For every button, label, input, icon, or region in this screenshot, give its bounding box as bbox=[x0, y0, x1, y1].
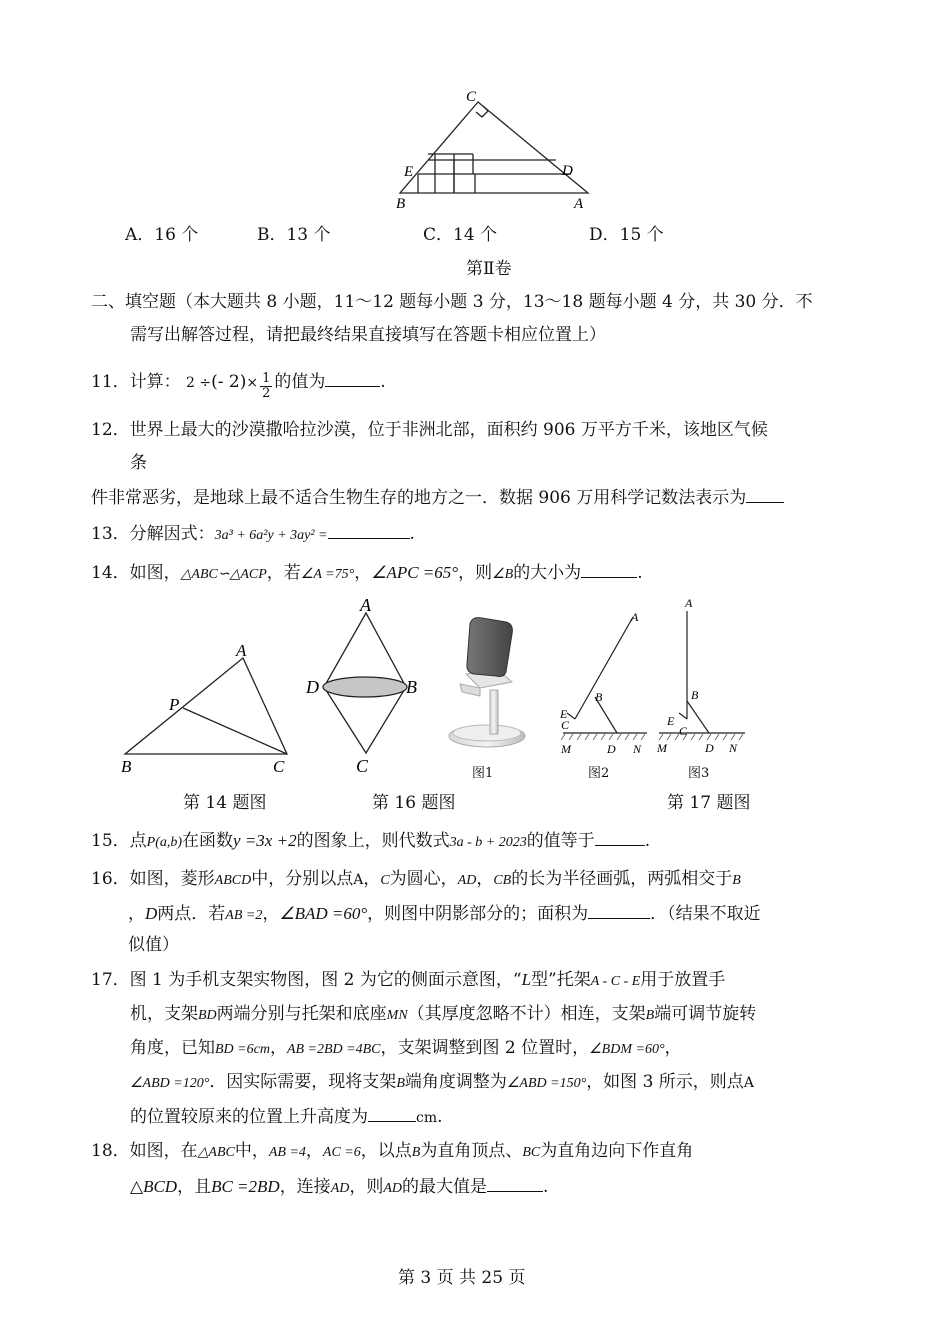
fig17-2-label-n: N bbox=[633, 742, 642, 755]
fig16-label-a: A bbox=[360, 595, 371, 615]
option-b: B．13 个 bbox=[257, 225, 331, 245]
fig17-3-label-m: M bbox=[657, 741, 667, 755]
figure-16 bbox=[300, 595, 430, 780]
option-d: D．15 个 bbox=[589, 225, 664, 245]
fig17-3-label-n: N bbox=[729, 741, 738, 755]
triangle-squares-figure bbox=[390, 88, 600, 213]
fig17-3-label-b: B bbox=[691, 688, 699, 702]
fig16-label-d: D bbox=[306, 677, 319, 697]
q16-answer-blank bbox=[588, 902, 650, 919]
question-13: 13．分解因式：3a³ + 6a²y + 3ay² = . bbox=[91, 524, 415, 544]
fig17-2-label-e: E bbox=[560, 707, 568, 721]
label-c: C bbox=[466, 89, 477, 105]
q12-line2: 条 bbox=[130, 453, 147, 473]
q17-line4: ∠ABD =120°．因实际需要，现将支架B端角度调整为∠ABD =150°，如图 3 所示，则点A bbox=[130, 1072, 754, 1092]
fig17-2-label-c: C bbox=[561, 718, 570, 732]
label-b: B bbox=[396, 196, 406, 212]
question-15: 15．点P(a,b)在函数y =3x +2的图象上，则代数式3a - b + 2023的值等于 . bbox=[91, 831, 651, 851]
fig17-caption-2: 图2 bbox=[588, 766, 610, 781]
label-d: D bbox=[562, 163, 573, 179]
fig17-3-label-a: A bbox=[685, 596, 693, 610]
q14-answer-blank bbox=[581, 561, 637, 578]
q11-number: 11． bbox=[91, 372, 130, 392]
question-11: 11．计算： 2 ÷(- 2)× $\frac{1}{2}$ 的值为 . bbox=[91, 371, 386, 401]
fig14-label-b: B bbox=[121, 757, 132, 776]
q16-line3: 似值） bbox=[128, 935, 179, 955]
label-a: A bbox=[574, 196, 584, 212]
figure-17-diagram-2 bbox=[557, 605, 652, 755]
part2-heading-2: 需写出解答过程，请把最终结果直接填写在答题卡相应位置上） bbox=[130, 325, 606, 345]
fig14-caption: 第 14 题图 bbox=[183, 793, 267, 813]
q18-answer-blank bbox=[487, 1175, 543, 1192]
q16-line2: ，D两点．若AB =2，∠BAD =60°，则图中阴影部分的；面积为 ．（结果不取近 bbox=[128, 904, 761, 924]
fig17-caption: 第 17 题图 bbox=[667, 793, 751, 813]
fig17-3-label-d: D bbox=[705, 741, 714, 755]
phone-stand-photo bbox=[440, 612, 530, 752]
fig17-caption-1: 图1 bbox=[472, 766, 494, 781]
question-12: 12．世界上最大的沙漠撒哈拉沙漠，位于非洲北部，面积约 906 万平方千米，该地区气候 bbox=[91, 420, 768, 440]
fig16-label-b: B bbox=[406, 677, 417, 697]
q15-answer-blank bbox=[595, 829, 645, 846]
fig17-caption-3: 图3 bbox=[688, 766, 710, 781]
option-a: A．16 个 bbox=[125, 225, 199, 245]
q12-answer-blank bbox=[746, 486, 784, 503]
figure-17-diagram-3 bbox=[655, 595, 750, 755]
question-18: 18．如图，在△ABC中，AB =4，AC =6，以点B为直角顶点、BC为直角边向下作直角 bbox=[91, 1141, 694, 1161]
q17-line5: 的位置较原来的位置上升高度为 cm. bbox=[130, 1107, 443, 1127]
fig14-label-c: C bbox=[273, 757, 285, 776]
question-14: 14．如图，△ABC∽△ACP，若∠A =75°，∠APC =65°，则∠B的大小为 . bbox=[91, 563, 643, 583]
question-17: 17．图 1 为手机支架实物图，图 2 为它的侧面示意图，“L型”托架A - C - E用于放置手 bbox=[91, 970, 726, 990]
label-e: E bbox=[404, 164, 414, 180]
fig17-2-label-m: M bbox=[561, 742, 571, 755]
figure-14 bbox=[115, 638, 300, 778]
section-title: 第Ⅱ卷 bbox=[466, 259, 512, 279]
fig16-label-c: C bbox=[356, 756, 369, 776]
part2-heading-1: 二、填空题（本大题共 8 小题，11～12 题每小题 3 分，13～18 题每小题 4 分，共 30 分．不 bbox=[91, 292, 813, 312]
q12-number: 12． bbox=[91, 420, 130, 440]
page-footer: 第 3 页 共 25 页 bbox=[398, 1268, 526, 1288]
option-c: C．14 个 bbox=[423, 225, 498, 245]
fig16-caption: 第 16 题图 bbox=[372, 793, 456, 813]
q17-line2: 机，支架BD两端分别与托架和底座MN（其厚度忽略不计）相连，支架B端可调节旋转 bbox=[130, 1004, 757, 1024]
fig17-2-label-a: A bbox=[631, 610, 639, 624]
fig14-label-a: A bbox=[236, 641, 247, 660]
q17-answer-blank bbox=[368, 1105, 416, 1122]
fig14-label-p: P bbox=[169, 695, 180, 714]
fig17-3-label-c: C bbox=[679, 724, 688, 738]
q18-line2: △BCD，且BC =2BD，连接AD，则AD的最大值是 . bbox=[130, 1177, 549, 1197]
q17-line3: 角度，已知BD =6cm，AB =2BD =4BC，支架调整到图 2 位置时，∠BDM =60°， bbox=[130, 1038, 682, 1058]
question-16: 16．如图，菱形ABCD中，分别以点A，C为圆心，AD，CB的长为半径画弧，两弧相交于B bbox=[91, 869, 741, 889]
fig17-2-label-b: B bbox=[595, 690, 603, 704]
q11-answer-blank bbox=[325, 370, 380, 387]
fig17-3-label-e: E bbox=[667, 714, 675, 728]
fig17-2-label-d: D bbox=[607, 742, 616, 755]
q12-line3: 件非常恶劣，是地球上最不适合生物生存的地方之一．数据 906 万用科学记数法表示为 bbox=[91, 486, 784, 509]
q13-answer-blank bbox=[328, 522, 410, 539]
